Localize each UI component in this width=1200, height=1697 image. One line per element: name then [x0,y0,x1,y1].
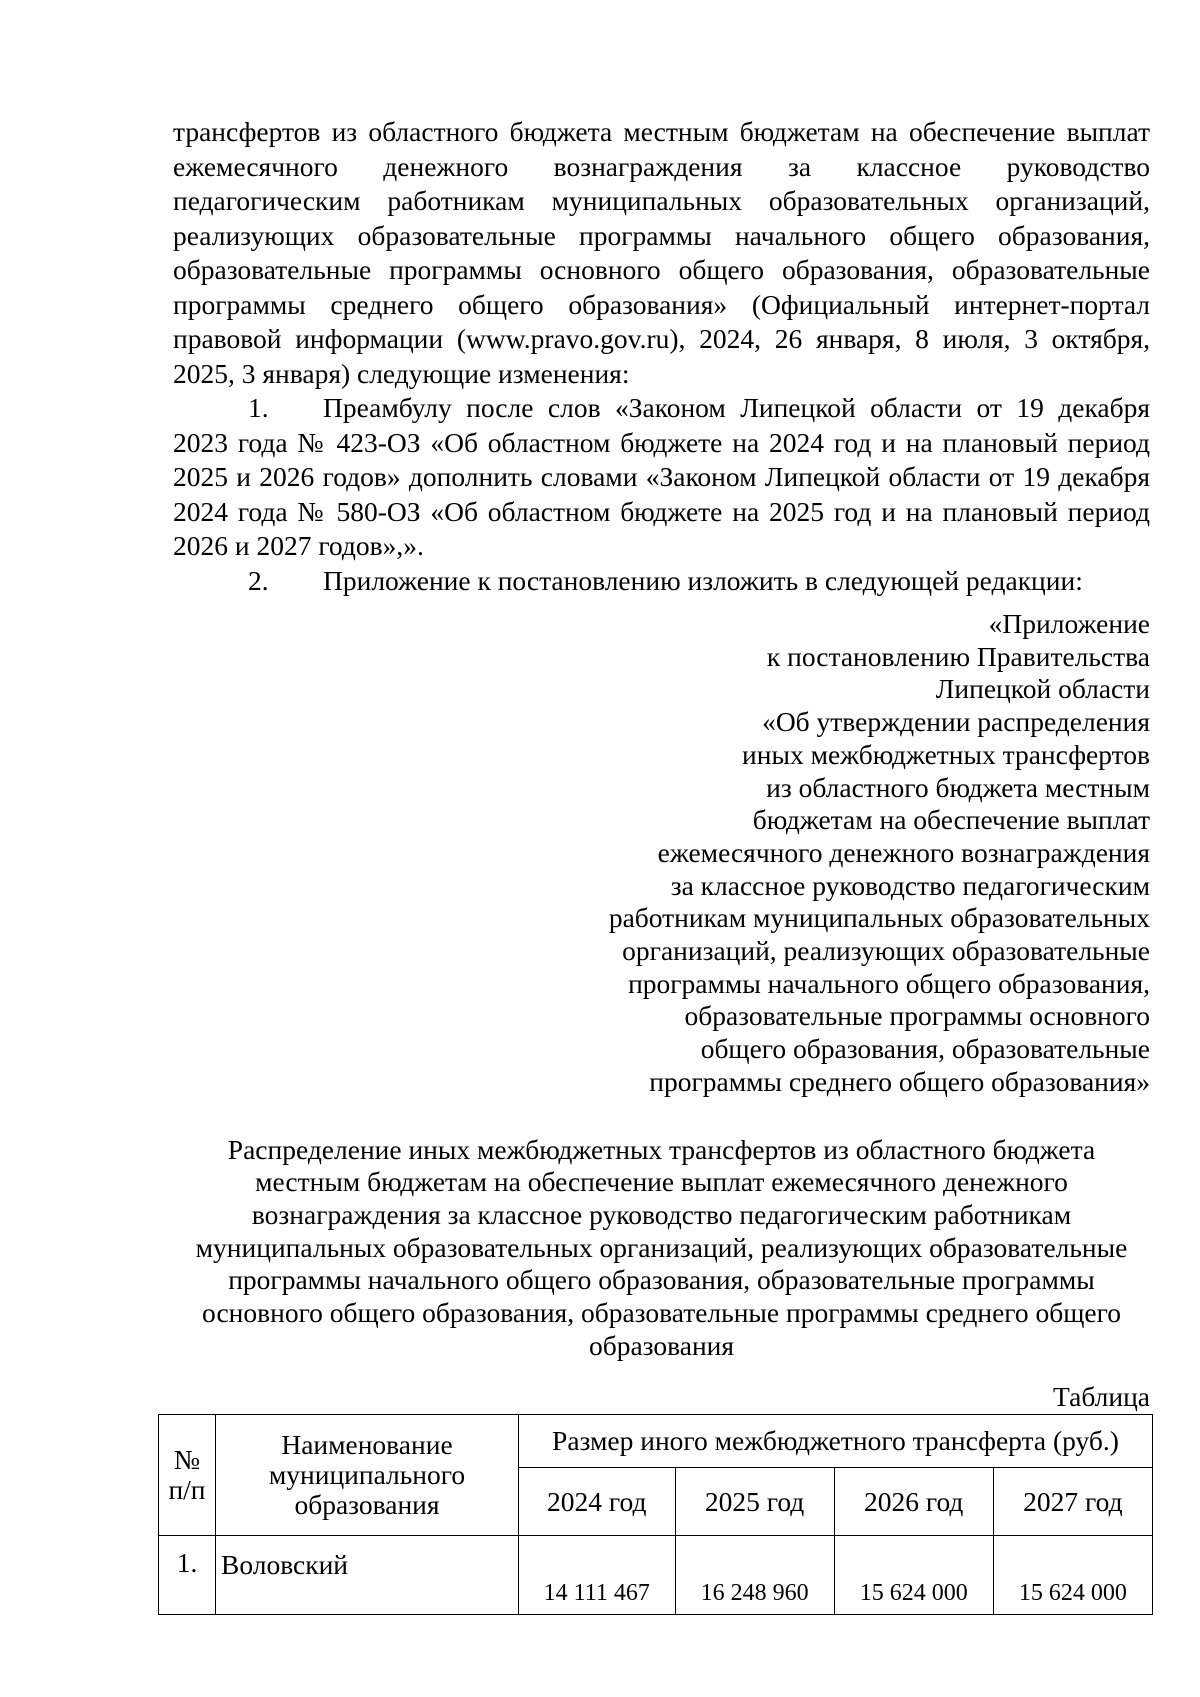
header-number-cell [159,1415,216,1536]
title-line: Распределение иных межбюджетных трансфертов из областного бюджета [227,1133,1096,1165]
header-year-cell: 2024 год [519,1468,676,1536]
header-name-line: образования [294,1489,440,1521]
header-year-cell: 2025 год [675,1468,834,1536]
appendix-line: к постановлению Правительства [766,640,1150,672]
transfers-table [158,1414,1153,1615]
appendix-line: бюджетам на обеспечение выплат [752,804,1150,836]
appendix-line: образовательные программы основного [684,1000,1150,1032]
title-line: местным бюджетам на обеспечение выплат ежемесячного денежного [255,1166,1068,1198]
header-number-line: № [173,1444,201,1476]
header-name-line: муниципального [268,1459,466,1491]
appendix-line: программы среднего общего образования» [649,1065,1150,1097]
appendix-line: ежемесячного денежного вознаграждения [657,836,1150,868]
appendix-line: иных межбюджетных трансфертов [742,738,1150,770]
amendment-item-1 [173,391,1150,564]
appendix-line: общего образования, образовательные [700,1033,1150,1065]
header-name-cell [216,1415,519,1536]
title-line: образования [588,1329,735,1361]
header-year-cell: 2026 год [834,1468,993,1536]
amendment-item-2-text: Приложение к постановлению изложить в следующей редакции: [323,564,1083,596]
amendment-item-2 [173,564,1150,599]
row-value-cell: 16 248 960 [675,1536,834,1615]
row-name-cell: Воловский [216,1536,519,1615]
header-number-line: п/п [168,1474,206,1506]
header-year-cell: 2027 год [993,1468,1152,1536]
header-size-cell: Размер иного межбюджетного трансферта (руб.) [519,1415,1153,1468]
amendment-item-2-number: 2. [248,564,269,596]
amendment-item-1-number: 1. [248,392,269,423]
title-line: вознаграждения за классное руководство педагогическим работникам [251,1198,1072,1230]
appendix-line: работникам муниципальных образовательных [608,902,1150,934]
row-value-cell: 14 111 467 [519,1536,676,1615]
amendment-item-1-text: Преамбулу после слов «Законом Липецкой области от 19 декабря 2023 года № 423-ОЗ «Об областном бюджете на 2024 год и на плановый период 2025 и 2026 годов» дополнить словами «Законом Липецкой области от 19 декабря 2024 года № 580-ОЗ «Об областном бюджете на 2025 год и на плановый период 2026 и 2027 годов»,». [173,392,1150,561]
table-caption: Таблица [1053,1381,1150,1413]
row-value-cell: 15 624 000 [993,1536,1152,1615]
intro-paragraph: трансфертов из областного бюджета местным бюджетам на обеспечение выплат ежемесячного денежного вознаграждения за классное руководство педагогическим работникам муниципальных образовательных организаций, реализующих образовательные программы начального общего образования, образовательные программы основного общего образования, образовательные программы среднего общего образования» (Официальный интернет-портал правовой информации (www.pravo.gov.ru), 2024, 26 января, 8 июля, 3 октября, 2025, 3 января) следующие изменения: [173,116,1150,389]
title-line: муниципальных образовательных организаций, реализующих образовательные [195,1231,1128,1263]
distribution-title [173,1134,1150,1363]
row-number-cell: 1. [159,1536,216,1615]
row-value-cell: 15 624 000 [834,1536,993,1615]
appendix-header [553,608,1150,1099]
title-line: основного общего образования, образовательные программы среднего общего [202,1297,1121,1329]
appendix-line: «Приложение [988,608,1150,639]
appendix-line: за классное руководство педагогическим [670,869,1150,901]
table-row [159,1536,1153,1615]
title-line: программы начального общего образования, образовательные программы [228,1264,1095,1296]
appendix-line: «Об утверждении распределения [762,706,1150,738]
header-name-line: Наименование [281,1429,453,1461]
appendix-line: из областного бюджета местным [766,771,1150,803]
appendix-line: Липецкой области [935,673,1150,705]
appendix-line: программы начального общего образования, [628,967,1150,999]
appendix-line: организаций, реализующих образовательные [622,935,1150,967]
document-page [168,115,1150,1615]
table-header-row [159,1415,1153,1468]
